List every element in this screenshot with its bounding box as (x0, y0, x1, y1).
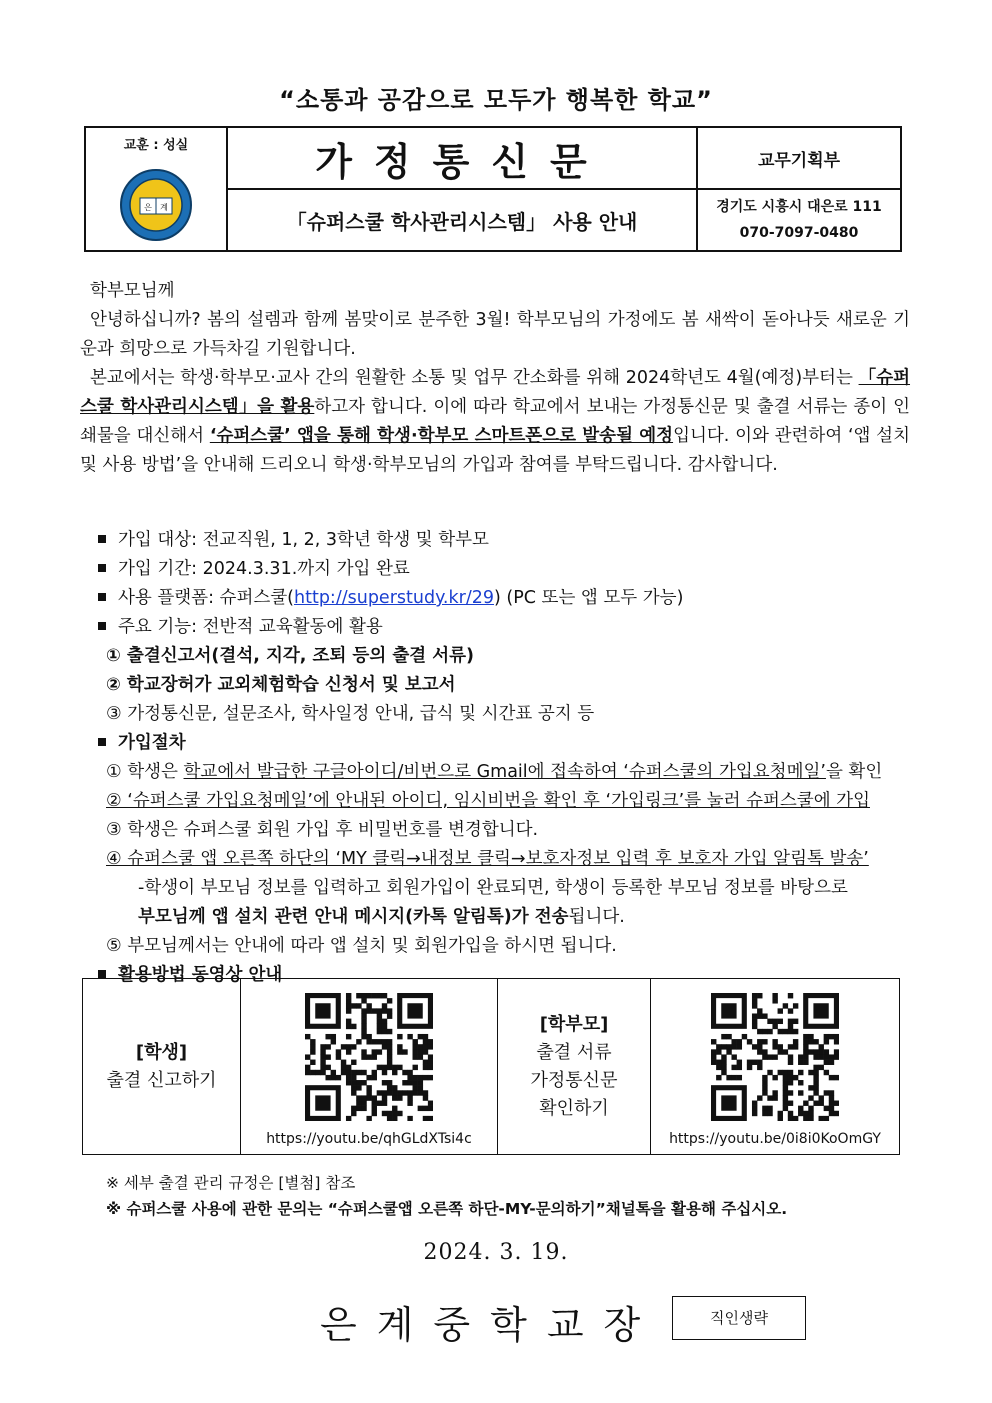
parent-desc-2: 가정통신문 (530, 1069, 618, 1091)
step-5: ⑤ 부모님께서는 안내에 따라 앱 설치 및 회원가입을 하시면 됩니다. (106, 936, 617, 956)
p2-text-e: 입니다. 이와 관련하여 ‘앱 설치 및 사용 방법’을 안내해 드리오니 학생·학부모님의 가입과 참여를 부탁드립니다. 감사합니다. (80, 426, 910, 475)
parent-video-url[interactable]: https://youtu.be/0i8i0KoOmGY (669, 1131, 881, 1147)
period-text: 가입 기간: 2024.3.31.까지 가입 완료 (118, 559, 410, 579)
school-address: 경기도 시흥시 대은로 111 (716, 199, 882, 215)
paragraph-2 (80, 364, 910, 480)
p2-emphasis-app: ‘슈퍼스쿨’ 앱을 통해 학생·학부모 스마트폰으로 발송될 예정 (209, 426, 674, 446)
crest-cell (85, 127, 227, 251)
step-4-note-2 (92, 903, 932, 932)
department-name: 교무기획부 (697, 127, 901, 189)
note-2: ※ 슈퍼스쿨 사용에 관한 문의는 “슈퍼스쿨앱 오른쪽 하단-MY-문의하기”채널톡을 활용해 주십시오. (106, 1200, 788, 1218)
step-4-note-2-end: 됩니다. (568, 907, 625, 927)
bullet-icon (98, 970, 106, 978)
bullet-icon (98, 564, 106, 572)
features-title: 주요 기능: 전반적 교육활동에 활용 (118, 617, 383, 637)
newsletter-subtitle: 「슈퍼스쿨 학사관리시스템」 사용 안내 (227, 189, 697, 251)
student-video-url[interactable]: https://youtu.be/qhGLdXTsi4c (266, 1131, 472, 1147)
step-1-a: ① 학생은 (106, 762, 184, 782)
school-motto-label: 교훈 : 성실 (123, 138, 189, 153)
bullet-icon (98, 593, 106, 601)
svg-text:계: 계 (160, 203, 168, 212)
bullet-icon (98, 738, 106, 746)
school-crest-logo (113, 168, 199, 242)
student-qr-cell (241, 979, 498, 1155)
bullet-icon (98, 622, 106, 630)
step-4-note: -학생이 부모님 정보를 입력하고 회원가입이 완료되면, 학생이 등록한 부모님 정보를 바탕으로 (138, 878, 848, 898)
parent-label-cell (498, 979, 651, 1155)
step-4-note-2-bold: 부모님께 앱 설치 관련 안내 메시지(카톡 알림톡)가 전송 (138, 907, 569, 927)
qr-pattern (305, 993, 433, 1121)
procedure-title: 가입절차 (118, 733, 186, 753)
feature-2: ② 학교장허가 교외체험학습 신청서 및 보고서 (106, 675, 456, 695)
school-contact (697, 189, 901, 251)
p2-text-c: 하고자 합니다. 이에 따라 학교에서 보내는 가정통신문 및 출결 서류는 종이 인쇄물을 대신해서 (80, 397, 911, 446)
item-features (92, 613, 932, 642)
video-title: 활용방법 동영상 안내 (118, 965, 283, 985)
paragraph-1: 안녕하십니까? 봄의 설렘과 함께 봄맞이로 분주한 3월! 학부모님의 가정에도 봄 새싹이 돋아나듯 새로운 기운과 희망으로 가득차길 기원합니다. (80, 310, 910, 359)
greeting: 학부모님께 (90, 281, 175, 301)
newsletter-title: 가정통신문 (227, 127, 697, 189)
principal-signature: 은계중학교장 (320, 1303, 661, 1347)
step-1-c: 을 확인 (825, 762, 883, 782)
step-3: ③ 학생은 슈퍼스쿨 회원 가입 후 비밀번호를 변경합니다. (106, 820, 539, 840)
bullet-icon (98, 535, 106, 543)
footnotes (106, 1170, 936, 1222)
svg-text:은: 은 (144, 203, 152, 212)
step-1 (92, 758, 932, 787)
item-platform (92, 584, 932, 613)
parent-desc-1: 출결 서류 (536, 1041, 612, 1063)
item-period (92, 555, 932, 584)
issue-date: 2024. 3. 19. (423, 1240, 569, 1265)
qr-code-table (82, 978, 900, 1155)
platform-suffix: ) (PC 또는 앱 모두 가능) (494, 588, 684, 608)
student-desc: 출결 신고하기 (106, 1069, 217, 1091)
student-label: [학생] (135, 1041, 188, 1063)
step-2 (92, 787, 932, 816)
item-target (92, 526, 932, 555)
feature-3: ③ 가정통신문, 설문조사, 학사일정 안내, 급식 및 시간표 공지 등 (106, 704, 595, 724)
seal-omitted-box: 직인생략 (672, 1296, 806, 1340)
step-4-text: ④ 슈퍼스쿨 앱 오른쪽 하단의 ‘MY 클릭→내정보 클릭→보호자정보 입력 후 보호자 가입 알림톡 발송’ (106, 849, 869, 869)
superstudy-link[interactable]: http://superstudy.kr/29 (294, 588, 494, 608)
feature-1: ① 출결신고서(결석, 지각, 조퇴 등의 출결 서류) (106, 646, 475, 666)
p2-emphasis-system: 「슈퍼스쿨 학사관리시스템」을 활용 (80, 368, 911, 417)
student-qr-code[interactable] (305, 993, 433, 1121)
step-1-b: 학교에서 발급한 구글아이디/비번으로 Gmail에 접속하여 ‘슈퍼스쿨의 가입요청메일’ (183, 762, 826, 782)
school-phone: 070-7097-0480 (739, 225, 859, 241)
note-1: ※ 세부 출결 관리 규정은 [별첨] 참조 (106, 1174, 356, 1192)
step-4 (92, 845, 932, 874)
parent-qr-code[interactable] (711, 993, 839, 1121)
step-2-text: ② ‘슈퍼스쿨 가입요청메일’에 안내된 아이디, 임시비번을 확인 후 ‘가입링크’를 눌러 슈퍼스쿨에 가입 (106, 791, 870, 811)
p2-text-a: 본교에서는 학생·학부모·교사 간의 원활한 소통 및 업무 간소화를 위해 2024학년도 4월(예정)부터는 (90, 368, 859, 388)
info-list (92, 526, 932, 990)
letter-body (80, 277, 910, 480)
parent-label: [학부모] (539, 1013, 609, 1035)
parent-qr-cell (651, 979, 900, 1155)
newsletter-header (84, 126, 902, 252)
parent-desc-3: 확인하기 (539, 1097, 609, 1119)
student-label-cell (83, 979, 241, 1155)
qr-pattern (711, 993, 839, 1121)
target-text: 가입 대상: 전교직원, 1, 2, 3학년 학생 및 학부모 (118, 530, 489, 550)
platform-prefix: 사용 플랫폼: 슈퍼스쿨( (118, 588, 294, 608)
school-motto-banner: “소통과 공감으로 모두가 행복한 학교” (279, 86, 713, 114)
item-procedure (92, 729, 932, 758)
